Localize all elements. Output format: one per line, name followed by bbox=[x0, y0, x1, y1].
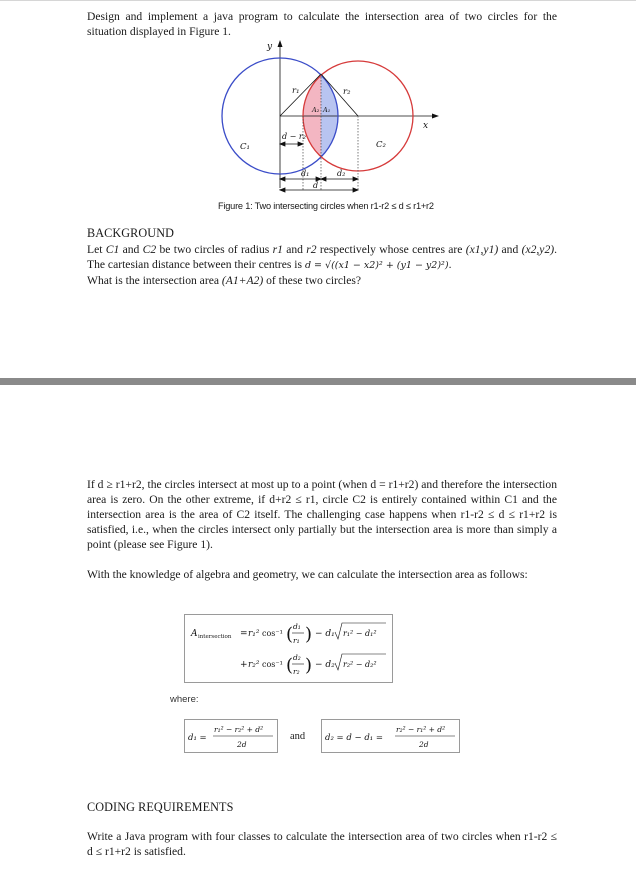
a2-label: A₂ bbox=[312, 106, 320, 114]
d2-label: d₂ bbox=[337, 169, 346, 178]
page-break-divider bbox=[0, 378, 636, 385]
y-axis-label: y bbox=[267, 42, 273, 52]
a1-label: A₁ bbox=[323, 106, 331, 114]
background-paragraph: Let C1 and C2 be two circles of radius r1 and r2 respectively whose centres are (x1,y1) and (x2,y2). The cartesian distance between their centres is d = √((x1 − x2)² + (y1 − y2)²). What is the intersection area (A1+A2) of these two circles? bbox=[87, 243, 558, 287]
coding-requirements-paragraph: Write a Java program with four classes to calculate the intersection area of two circles when r1-r2 ≤ d ≤ r1+r2 is satisfied. bbox=[87, 830, 557, 858]
where-label: where: bbox=[170, 694, 199, 705]
arccos-2: cos⁻¹ bbox=[262, 660, 283, 669]
d2-lhs: d₂ = d − d₁ = bbox=[325, 733, 384, 743]
d-label: d bbox=[313, 181, 319, 190]
sqrt1-content: r₁² − d₁² bbox=[343, 629, 377, 638]
plus-sign: + bbox=[240, 660, 248, 670]
sqrt2-content: r₂² − d₂² bbox=[343, 660, 377, 669]
x-axis-arrow-icon bbox=[432, 114, 439, 119]
coding-requirements-heading: CODING REQUIREMENTS bbox=[87, 800, 234, 814]
top-divider bbox=[0, 0, 636, 1]
page-1 bbox=[0, 0, 636, 378]
and-word: and bbox=[290, 731, 306, 742]
frac1-denominator: r₁ bbox=[293, 636, 300, 645]
minus-d1: − d₁ bbox=[315, 629, 335, 639]
svg-text:): ) bbox=[305, 624, 313, 645]
r2-label: r₂ bbox=[343, 87, 351, 97]
intro-paragraph: Design and implement a java program to calculate the intersection area of two circles for the situation displayed in Figure 1. bbox=[87, 10, 557, 38]
a-symbol: A bbox=[191, 629, 198, 639]
background-heading: BACKGROUND bbox=[87, 226, 174, 240]
x-axis-label: x bbox=[423, 121, 429, 131]
d2-formula bbox=[321, 719, 460, 753]
area-a2-region bbox=[290, 58, 321, 178]
frac2-numerator: d₂ bbox=[293, 653, 301, 662]
r1-squared: r₁² bbox=[248, 629, 260, 639]
frac2-denominator: r₂ bbox=[293, 667, 300, 676]
c1-label: C₁ bbox=[240, 142, 250, 152]
y-axis-arrow-icon bbox=[278, 40, 283, 47]
algebra-paragraph: With the knowledge of algebra and geometry, we can calculate the intersection area as follows: bbox=[87, 568, 528, 581]
figure-caption: Figure 1: Two intersecting circles when r1-r2 ≤ d ≤ r1+r2 bbox=[218, 201, 434, 211]
a-subscript: intersection bbox=[198, 634, 232, 640]
d1-numerator: r₁² − r₂² + d² bbox=[214, 725, 264, 734]
d1-label: d₁ bbox=[301, 169, 310, 178]
d-minus-r2-label: d − r₂ bbox=[282, 132, 306, 141]
d2-numerator: r₂² − r₁² + d² bbox=[396, 725, 446, 734]
svg-text:(: ( bbox=[286, 655, 294, 676]
minus-d2: − d₂ bbox=[315, 660, 335, 670]
arccos-1: cos⁻¹ bbox=[262, 629, 283, 638]
d1-lhs: d₁ = bbox=[188, 733, 207, 743]
frac1-numerator: d₁ bbox=[293, 622, 301, 631]
distance-formula: d = √((x1 − x2)² + (y1 − y2)²) bbox=[304, 260, 449, 271]
c2-label: C₂ bbox=[376, 140, 386, 150]
intersection-area-formula bbox=[184, 614, 393, 683]
r2-squared: r₂² bbox=[248, 660, 260, 670]
svg-text:): ) bbox=[305, 655, 313, 676]
svg-text:(: ( bbox=[286, 624, 294, 645]
conditions-paragraph: If d ≥ r1+r2, the circles intersect at most up to a point (when d = r1+r2) and therefore the intersection area is zero. On the other extreme, if d+r2 ≤ r1, circle C2 is entirely contained within C1 and the intersection area is the area of C2 itself. The challenging case happens when r1-r2 ≤ d ≤ r1+r2 is satisfied, i.e., when the circles intersect only partially but the intersection area is more than simply a point (please see Figure 1). bbox=[87, 478, 557, 551]
r1-label: r₁ bbox=[292, 86, 300, 96]
d1-formula bbox=[184, 719, 278, 753]
d2-denominator: 2d bbox=[419, 740, 429, 749]
equals-sign: = bbox=[240, 629, 248, 639]
d1-denominator: 2d bbox=[237, 740, 247, 749]
intersecting-circles-figure bbox=[210, 38, 450, 200]
